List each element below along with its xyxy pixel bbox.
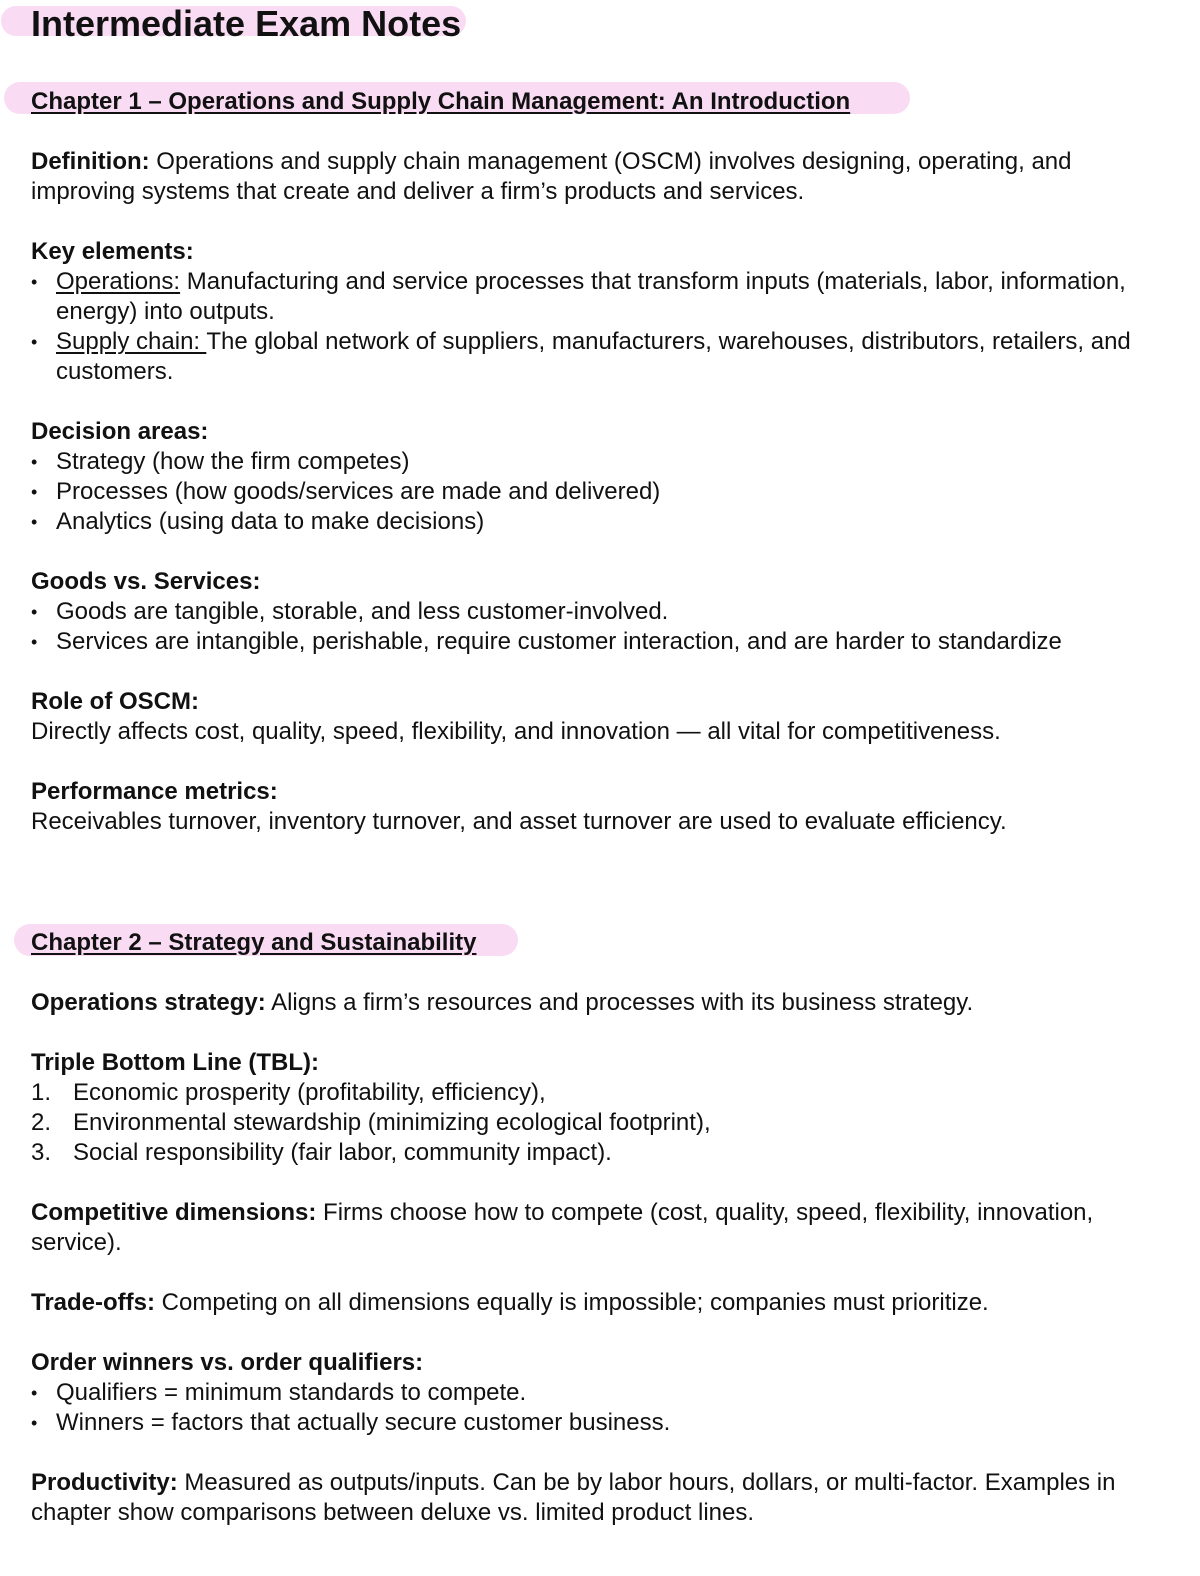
definition-label: Definition: <box>31 148 150 175</box>
chapter-2-heading <box>31 928 476 958</box>
goods-services-label: Goods vs. Services: <box>31 568 261 595</box>
role-label: Role of OSCM: <box>31 688 199 715</box>
role-text: Directly affects cost, quality, speed, flexibility, and innovation — all vital for competitiveness. <box>31 718 1001 745</box>
order-list <box>31 1378 1166 1438</box>
tradeoffs-text: Competing on all dimensions equally is impossible; companies must prioritize. <box>155 1289 989 1316</box>
tradeoffs-section <box>31 1288 1166 1318</box>
decision-areas-section <box>31 417 1166 537</box>
key-elements-section <box>31 237 1166 387</box>
list-item <box>31 1108 1166 1138</box>
list-item <box>31 1138 1166 1168</box>
list-item-text: Economic prosperity (profitability, efficiency), <box>73 1079 546 1106</box>
supply-chain-text: The global network of suppliers, manufacturers, warehouses, distributors, retailers, and customers. <box>56 328 1131 385</box>
list-number: 2. <box>31 1109 52 1136</box>
definition-paragraph <box>31 147 1166 207</box>
metrics-section <box>31 777 1166 837</box>
list-item <box>31 327 1166 387</box>
ops-strategy-section <box>31 988 1166 1018</box>
supply-chain-term: Supply chain: <box>56 328 207 355</box>
key-elements-label: Key elements: <box>31 238 194 265</box>
list-item <box>31 1078 1166 1108</box>
list-item: • Analytics (using data to make decisions) <box>31 507 1166 537</box>
ops-strategy-text: Aligns a firm’s resources and processes with its business strategy. <box>265 989 974 1016</box>
operations-text: Manufacturing and service processes that transform inputs (materials, labor, information, energy) into outputs. <box>56 268 1126 325</box>
chapter-2-heading-text: Chapter 2 – Strategy and Sustainability <box>31 929 477 956</box>
definition-section <box>31 147 1166 207</box>
goods-services-section <box>31 567 1166 657</box>
operations-term: Operations: <box>56 268 181 295</box>
list-item: • Strategy (how the firm competes) <box>31 447 1166 477</box>
role-section <box>31 687 1166 747</box>
list-item: • Qualifiers = minimum standards to compete. <box>31 1378 1166 1408</box>
tbl-section <box>31 1048 1166 1168</box>
list-item-text: Environmental stewardship (minimizing ecological footprint), <box>73 1109 711 1136</box>
page-title: Intermediate Exam Notes <box>31 3 462 44</box>
competitive-text: Firms choose how to compete (cost, quality, speed, flexibility, innovation, service). <box>31 1199 1094 1256</box>
order-label: Order winners vs. order qualifiers: <box>31 1349 424 1376</box>
decision-areas-label: Decision areas: <box>31 418 209 445</box>
list-item <box>31 267 1166 327</box>
tbl-label: Triple Bottom Line (TBL): <box>31 1049 319 1076</box>
competitive-label: Competitive dimensions: <box>31 1199 317 1226</box>
list-item: • Processes (how goods/services are made and delivered) <box>31 477 1166 507</box>
order-section <box>31 1348 1166 1438</box>
tradeoffs-label: Trade-offs: <box>31 1289 156 1316</box>
list-item-text: Social responsibility (fair labor, community impact). <box>73 1139 612 1166</box>
decision-areas-list <box>31 447 1166 537</box>
list-item: • Winners = factors that actually secure customer business. <box>31 1408 1166 1438</box>
key-elements-list <box>31 267 1166 387</box>
metrics-text: Receivables turnover, inventory turnover, and asset turnover are used to evaluate efficiency. <box>31 808 1007 835</box>
productivity-section <box>31 1468 1166 1528</box>
metrics-label: Performance metrics: <box>31 778 278 805</box>
list-item: • Services are intangible, perishable, require customer interaction, and are harder to standardize <box>31 627 1166 657</box>
tbl-list <box>31 1078 1166 1168</box>
chapter-1-heading-text: Chapter 1 – Operations and Supply Chain Management: An Introduction <box>31 88 851 115</box>
list-item: • Goods are tangible, storable, and less customer-involved. <box>31 597 1166 627</box>
chapter-1-heading <box>31 87 850 117</box>
list-number: 1. <box>31 1079 52 1106</box>
competitive-section <box>31 1198 1166 1258</box>
definition-text: Operations and supply chain management (OSCM) involves designing, operating, and improving systems that create and deliver a firm’s products and services. <box>31 148 1072 205</box>
productivity-label: Productivity: <box>31 1469 178 1496</box>
productivity-text: Measured as outputs/inputs. Can be by labor hours, dollars, or multi-factor. Examples in chapter show comparisons between deluxe vs. limited product lines. <box>31 1469 1116 1526</box>
goods-services-list <box>31 597 1166 657</box>
ops-strategy-label: Operations strategy: <box>31 989 266 1016</box>
list-number: 3. <box>31 1139 52 1166</box>
